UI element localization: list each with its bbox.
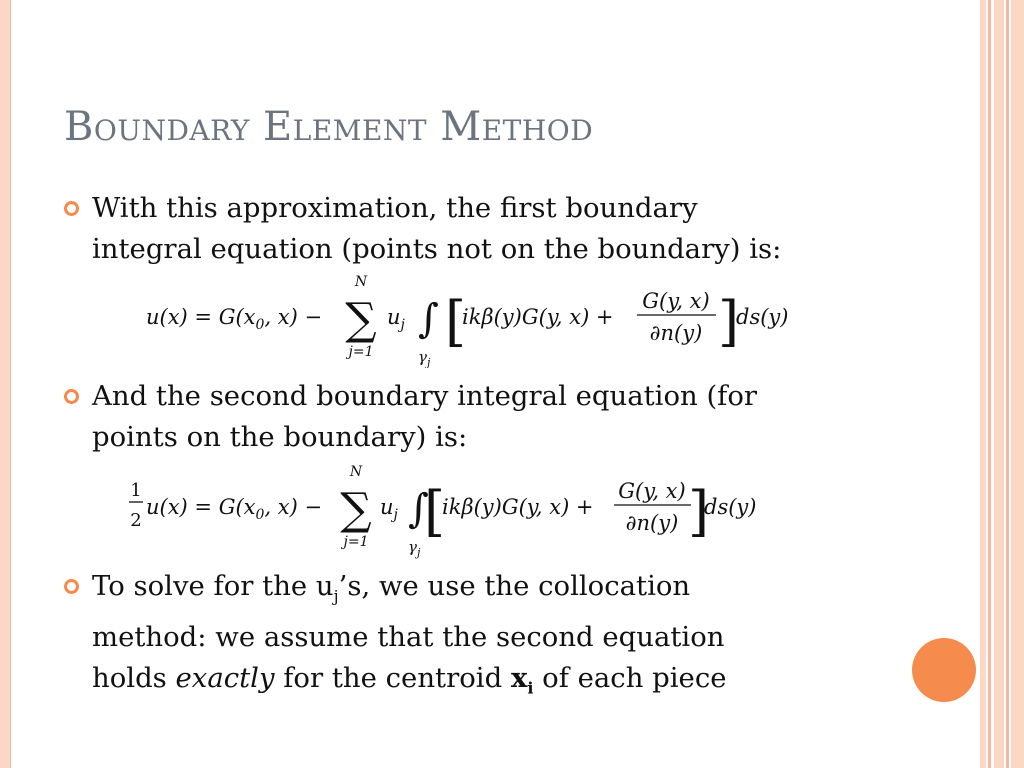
svg-text:γj: $\gamma_j$ [408, 538, 421, 559]
orange-circle-decoration [912, 638, 976, 702]
bullet-line: And the second boundary integral equation (for [92, 380, 758, 412]
svg-text:ds(y): ds(y) [704, 495, 757, 519]
bullet-item [64, 566, 727, 708]
svg-text:ikβ(y)G(y, x) +: ikβ(y)G(y, x) + [462, 305, 614, 329]
svg-text:]: ] [718, 290, 740, 353]
left-border-decoration [0, 0, 11, 768]
right-stripe-decoration [980, 0, 1024, 768]
svg-text:2: 2 [130, 510, 142, 531]
svg-text:∫: ∫ [408, 486, 429, 532]
svg-text:∑: ∑ [345, 294, 377, 345]
svg-text:[: [ [445, 290, 467, 353]
svg-text:N: N [354, 274, 368, 290]
svg-text:ds(y): ds(y) [736, 305, 789, 329]
ring-bullet-icon [64, 389, 79, 404]
slide-title: Boundary Element Method [64, 104, 594, 150]
svg-text:uj: $u_j$ [387, 305, 405, 333]
svg-text:∑: ∑ [340, 484, 372, 535]
equation-first-boundary [140, 268, 820, 368]
bullet-line: holds exactly for the centroid $x_i$ of each piece [92, 661, 727, 697]
bullet-item [64, 376, 757, 458]
svg-text:γj: $\gamma_j$ [418, 348, 431, 368]
svg-text:G(y, x): G(y, x) [618, 479, 686, 503]
equation-second-boundary [124, 462, 804, 562]
bullet-line: To solve for the $u_j’s$, we use the collocation [92, 570, 691, 606]
svg-text:ikβ(y)G(y, x) +: ikβ(y)G(y, x) + [442, 495, 594, 519]
bullet-line: integral equation (points not on the boundary) is: [92, 233, 782, 265]
svg-text:1: 1 [130, 480, 142, 501]
svg-text:N: N [349, 464, 363, 480]
bullet-item [64, 188, 781, 270]
svg-text:[: [ [424, 480, 446, 543]
svg-text:j=1: j=1 [348, 344, 374, 360]
svg-text:∂n(y): ∂n(y) [649, 321, 703, 345]
bullet-line: points on the boundary) is: [92, 421, 468, 453]
svg-text:G(y, x): G(y, x) [642, 289, 710, 313]
svg-text:∫: ∫ [418, 296, 439, 342]
bullet-line: method: we assume that the second equation [92, 620, 725, 653]
svg-text:j=1: j=1 [343, 534, 369, 550]
ring-bullet-icon [64, 201, 79, 216]
svg-text:∂n(y): ∂n(y) [625, 511, 679, 535]
svg-text:u(x) = G(x0, x) −: $u(x) = G(x_0$, x) − [146, 495, 323, 523]
svg-text:uj: $u_j$ [380, 495, 398, 523]
svg-text:u(x) = G(x0, x) −: $u(x) = G(x_0$, x) − [146, 305, 323, 333]
bullet-line: With this approximation, the first boundary [92, 192, 698, 224]
svg-text:]: ] [688, 480, 710, 543]
ring-bullet-icon [64, 579, 79, 594]
